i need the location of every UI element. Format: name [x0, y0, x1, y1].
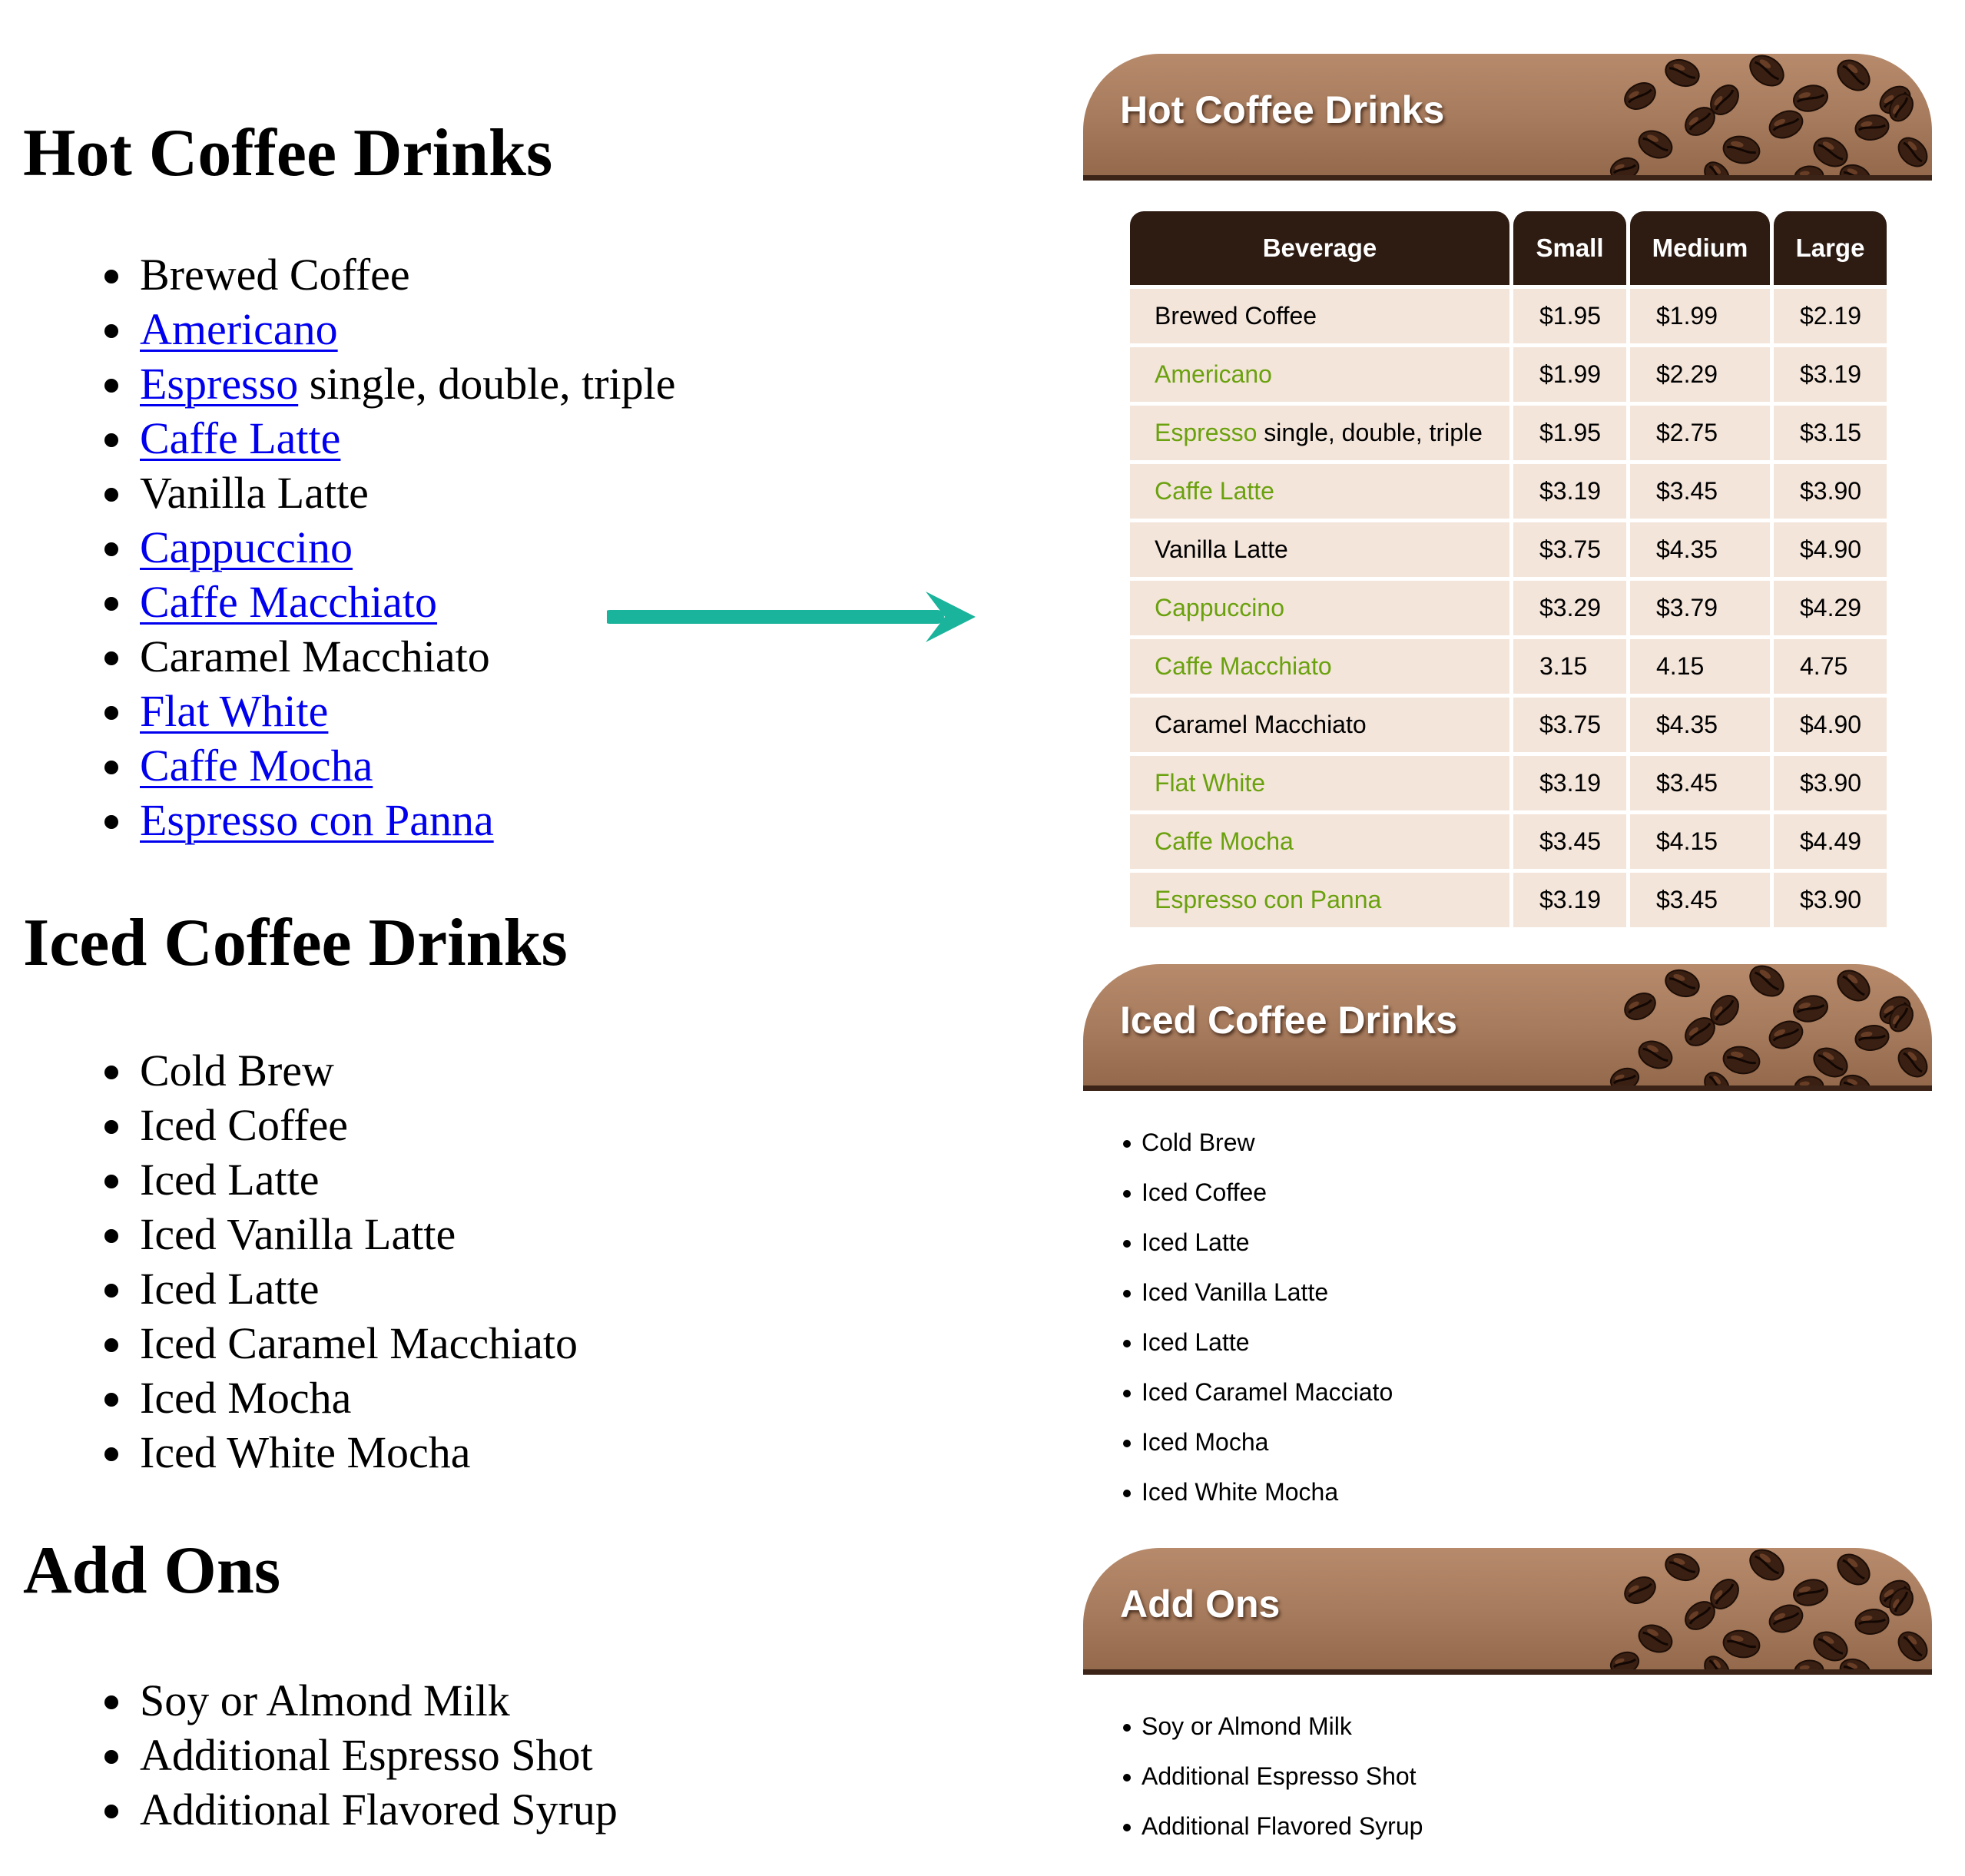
list-item: Soy or Almond Milk	[0, 1673, 618, 1728]
list-item	[0, 575, 676, 629]
drink-link[interactable]: Flat White	[140, 686, 329, 736]
list-item	[0, 302, 676, 356]
small-column-header: Small	[1513, 211, 1626, 285]
list-item: Iced White Mocha	[0, 1425, 578, 1480]
table-row	[1130, 522, 1887, 577]
price-small-cell: $3.75	[1513, 522, 1626, 577]
coffee-beans-icon	[1609, 1548, 1932, 1675]
price-medium-cell: $2.29	[1630, 347, 1770, 402]
price-small-cell: 3.15	[1513, 639, 1626, 694]
list-item: Additional Espresso Shot	[1083, 1752, 1423, 1801]
list-item: Additional Flavored Syrup	[1083, 1801, 1423, 1851]
price-small-cell: $1.95	[1513, 289, 1626, 343]
price-large-cell: $3.19	[1774, 347, 1887, 402]
beverage-link[interactable]: Caffe Mocha	[1155, 827, 1294, 855]
coffee-beans-icon	[1609, 54, 1932, 181]
list-item: Iced Latte	[1083, 1218, 1393, 1268]
table-row	[1130, 347, 1887, 402]
beverage-column-header: Beverage	[1130, 211, 1509, 285]
list-item: Additional Espresso Shot	[0, 1728, 618, 1782]
price-large-cell: $3.90	[1774, 464, 1887, 519]
list-item: Iced White Mocha	[1083, 1467, 1393, 1517]
beverage-cell	[1130, 581, 1509, 635]
hot-coffee-banner-title: Hot Coffee Drinks	[1120, 88, 1445, 131]
list-item	[0, 684, 676, 738]
price-small-cell: $3.19	[1513, 756, 1626, 810]
price-large-cell: $3.90	[1774, 873, 1887, 927]
list-item: Additional Flavored Syrup	[0, 1782, 618, 1837]
iced-coffee-list	[0, 1043, 578, 1480]
list-item	[0, 466, 676, 520]
beverage-cell	[1130, 289, 1509, 343]
hot-coffee-heading: Hot Coffee Drinks	[23, 116, 553, 191]
price-small-cell: $3.45	[1513, 814, 1626, 869]
price-large-cell: $4.49	[1774, 814, 1887, 869]
drink-name: Vanilla Latte	[140, 468, 369, 518]
drink-name: Caramel Macchiato	[140, 631, 490, 681]
drink-link[interactable]: Caffe Mocha	[140, 741, 373, 791]
drink-link[interactable]: Espresso	[140, 359, 299, 409]
beverage-name: Caramel Macchiato	[1155, 711, 1367, 738]
list-item	[0, 793, 676, 847]
beverage-cell	[1130, 406, 1509, 460]
price-table-header-row	[1130, 211, 1887, 285]
table-row	[1130, 406, 1887, 460]
price-large-cell: $4.29	[1774, 581, 1887, 635]
list-item: Soy or Almond Milk	[1083, 1702, 1423, 1752]
add-ons-banner	[1083, 1548, 1932, 1675]
price-small-cell: $3.19	[1513, 873, 1626, 927]
list-item: Cold Brew	[1083, 1118, 1393, 1168]
large-column-header: Large	[1774, 211, 1887, 285]
beverage-cell	[1130, 522, 1509, 577]
iced-coffee-banner-title: Iced Coffee Drinks	[1120, 999, 1458, 1042]
beverage-cell	[1130, 873, 1509, 927]
beverage-cell	[1130, 756, 1509, 810]
iced-coffee-heading: Iced Coffee Drinks	[23, 906, 568, 980]
price-large-cell: $2.19	[1774, 289, 1887, 343]
price-medium-cell: $3.45	[1630, 464, 1770, 519]
price-large-cell: 4.75	[1774, 639, 1887, 694]
beverage-link[interactable]: Caffe Macchiato	[1155, 652, 1332, 680]
list-item: Iced Coffee	[1083, 1168, 1393, 1218]
list-item: Iced Latte	[0, 1152, 578, 1207]
beverage-link[interactable]: Espresso	[1155, 419, 1258, 446]
list-item	[0, 629, 676, 684]
beverage-link[interactable]: Cappuccino	[1155, 594, 1284, 621]
table-row	[1130, 814, 1887, 869]
beverage-note: single, double, triple	[1257, 419, 1483, 446]
drink-link[interactable]: Caffe Macchiato	[140, 577, 438, 627]
hot-coffee-list	[0, 247, 676, 847]
beverage-name: Vanilla Latte	[1155, 535, 1288, 563]
price-medium-cell: $3.79	[1630, 581, 1770, 635]
beverage-link[interactable]: Americano	[1155, 360, 1272, 388]
beverage-cell	[1130, 698, 1509, 752]
beverage-link[interactable]: Flat White	[1155, 769, 1266, 797]
right-arrow-icon	[607, 592, 983, 653]
price-medium-cell: $4.15	[1630, 814, 1770, 869]
price-large-cell: $3.90	[1774, 756, 1887, 810]
price-medium-cell: $4.35	[1630, 698, 1770, 752]
list-item: Iced Vanilla Latte	[1083, 1268, 1393, 1318]
list-item: Iced Latte	[1083, 1318, 1393, 1367]
beverage-cell	[1130, 464, 1509, 519]
price-medium-cell: 4.15	[1630, 639, 1770, 694]
medium-column-header: Medium	[1630, 211, 1770, 285]
drink-link[interactable]: Espresso con Panna	[140, 795, 494, 845]
drink-note: single, double, triple	[298, 359, 676, 409]
drink-link[interactable]: Caffe Latte	[140, 413, 341, 463]
table-row	[1130, 698, 1887, 752]
price-medium-cell: $3.45	[1630, 756, 1770, 810]
beverage-cell	[1130, 639, 1509, 694]
add-ons-heading: Add Ons	[23, 1533, 281, 1608]
beverage-link[interactable]: Espresso con Panna	[1155, 886, 1382, 913]
list-item: Iced Caramel Macciato	[1083, 1367, 1393, 1417]
price-small-cell: $3.19	[1513, 464, 1626, 519]
list-item: Iced Vanilla Latte	[0, 1207, 578, 1261]
coffee-beans-icon	[1609, 964, 1932, 1091]
list-item: Iced Mocha	[0, 1371, 578, 1425]
price-small-cell: $1.95	[1513, 406, 1626, 460]
list-item: Iced Mocha	[1083, 1417, 1393, 1467]
table-row	[1130, 873, 1887, 927]
beverage-cell	[1130, 814, 1509, 869]
table-row	[1130, 464, 1887, 519]
table-row	[1130, 639, 1887, 694]
drink-link[interactable]: Americano	[140, 304, 338, 354]
price-medium-cell: $4.35	[1630, 522, 1770, 577]
price-large-cell: $3.15	[1774, 406, 1887, 460]
beverage-link[interactable]: Caffe Latte	[1155, 477, 1274, 505]
list-item	[0, 247, 676, 302]
price-large-cell: $4.90	[1774, 522, 1887, 577]
list-item	[0, 520, 676, 575]
add-ons-styled-list	[1083, 1702, 1423, 1851]
list-item	[0, 738, 676, 793]
drink-link[interactable]: Cappuccino	[140, 522, 353, 572]
price-medium-cell: $1.99	[1630, 289, 1770, 343]
list-item	[0, 356, 676, 411]
price-medium-cell: $2.75	[1630, 406, 1770, 460]
hot-coffee-price-table	[1126, 207, 1890, 931]
hot-coffee-banner	[1083, 54, 1932, 181]
price-small-cell: $1.99	[1513, 347, 1626, 402]
add-ons-banner-title: Add Ons	[1120, 1583, 1281, 1626]
list-item: Iced Caramel Macchiato	[0, 1316, 578, 1371]
beverage-cell	[1130, 347, 1509, 402]
add-ons-list	[0, 1673, 618, 1837]
beverage-name: Brewed Coffee	[1155, 302, 1317, 330]
drink-name: Brewed Coffee	[140, 250, 410, 300]
iced-coffee-styled-list	[1083, 1118, 1393, 1517]
list-item: Iced Coffee	[0, 1098, 578, 1152]
table-row	[1130, 756, 1887, 810]
list-item: Iced Latte	[0, 1261, 578, 1316]
price-small-cell: $3.75	[1513, 698, 1626, 752]
price-large-cell: $4.90	[1774, 698, 1887, 752]
price-small-cell: $3.29	[1513, 581, 1626, 635]
styled-page	[1083, 0, 1943, 1876]
table-row	[1130, 581, 1887, 635]
list-item: Cold Brew	[0, 1043, 578, 1098]
table-row	[1130, 289, 1887, 343]
price-medium-cell: $3.45	[1630, 873, 1770, 927]
list-item	[0, 411, 676, 466]
iced-coffee-banner	[1083, 964, 1932, 1091]
